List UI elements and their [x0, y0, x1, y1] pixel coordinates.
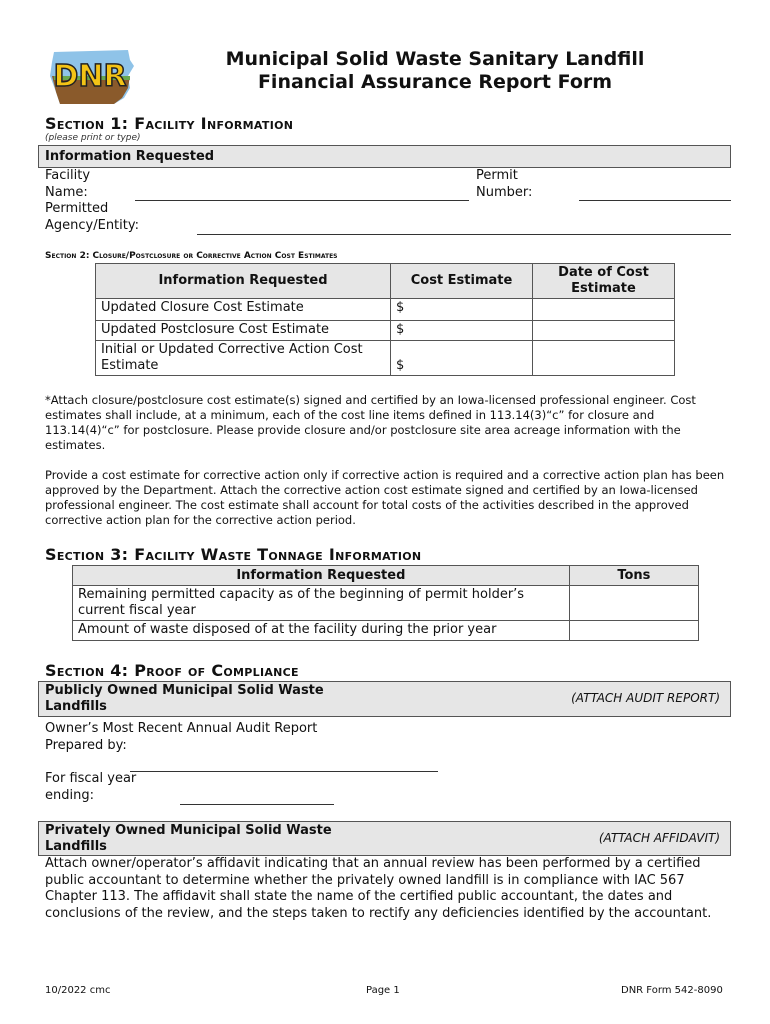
- logo-text: DNR: [53, 59, 127, 94]
- private-landfill-bar: [38, 821, 731, 856]
- col-info-header: Information Requested: [96, 264, 391, 299]
- postclosure-date-field[interactable]: [533, 321, 675, 341]
- fiscal-year-field[interactable]: [180, 804, 334, 805]
- audit-prepared-field[interactable]: [130, 771, 438, 772]
- row-closure-label: Updated Closure Cost Estimate: [96, 299, 391, 321]
- footer-form-number: DNR Form 542-8090: [621, 985, 723, 996]
- facility-name-label: Facility Name:: [45, 168, 91, 200]
- affidavit-instructions: Attach owner/operator’s affidavit indicating that an annual review has been performed by a certified public accountant to determine whether the privately owned landfill is in compliance with IAC 567 Chapter 113. The affidavit shall state the name of the certified public accountant, the dates and conclusions of the review, and the steps taken to rectify any deficiencies identified by the accountant.: [45, 856, 712, 921]
- public-landfill-bar: [38, 681, 731, 717]
- closure-attachment-note: *Attach closure/postclosure cost estimate(s) signed and certified by an Iowa-licensed professional engineer. Cost estimates shall include, at a minimum, each of the cost line items defined in 113.14(3)“c” for closure and 113.14(4)“c” for postclosure. Please provide closure and/or postclosure site area acreage information with the estimates.: [45, 393, 696, 452]
- section4-heading: Section 4: Proof of Compliance: [45, 661, 299, 680]
- permit-number-label: Permit Number:: [476, 168, 533, 200]
- section1-bar: Information Requested: [38, 145, 731, 168]
- agency-field[interactable]: [197, 234, 731, 235]
- print-note: (please print or type): [45, 133, 141, 143]
- remaining-capacity-field[interactable]: [569, 586, 698, 621]
- tonnage-table: [72, 565, 699, 641]
- closure-cost-field[interactable]: $: [391, 299, 533, 321]
- waste-disposed-field[interactable]: [569, 621, 698, 641]
- public-landfill-title: Publicly Owned Municipal Solid Waste Landfills: [45, 683, 324, 714]
- row-postclosure-label: Updated Postclosure Cost Estimate: [96, 321, 391, 341]
- agency-label: Permitted Agency/Entity:: [45, 201, 139, 233]
- private-landfill-title: Privately Owned Municipal Solid Waste Landfills: [45, 823, 332, 854]
- attach-audit-note: (ATTACH AUDIT REPORT): [571, 691, 720, 705]
- row-corrective-label: Initial or Updated Corrective Action Cost Estimate: [96, 341, 391, 376]
- corrective-date-field[interactable]: [533, 341, 675, 376]
- facility-name-field[interactable]: [135, 200, 469, 201]
- postclosure-cost-field[interactable]: $: [391, 321, 533, 341]
- dnr-logo: [44, 46, 136, 108]
- cost-estimate-table: [95, 263, 675, 376]
- fiscal-year-label: For fiscal year ending:: [45, 771, 137, 803]
- section2-heading: Section 2: Closure/Postclosure or Corrective Action Cost Estimates: [45, 251, 338, 261]
- remaining-capacity-label: Remaining permitted capacity as of the beginning of permit holder’s current fiscal year: [73, 586, 570, 621]
- col-date-header: Date of Cost Estimate: [533, 264, 675, 299]
- corrective-action-note: Provide a cost estimate for corrective action only if corrective action is required and a corrective action plan has been approved by the Department. Attach the corrective action cost estimate signed and certified by an Iowa-licensed professional engineer. The cost estimate shall account for total costs of the activities described in the approved corrective action plan for the corrective action period.: [45, 468, 725, 527]
- footer-page-number: Page 1: [366, 985, 400, 996]
- attach-affidavit-note: (ATTACH AFFIDAVIT): [598, 831, 720, 845]
- corrective-cost-field[interactable]: $: [391, 341, 533, 376]
- footer-revision: 10/2022 cmc: [45, 985, 111, 996]
- section1-heading: Section 1: Facility Information: [45, 114, 294, 133]
- section3-heading: Section 3: Facility Waste Tonnage Information: [45, 545, 422, 564]
- tons-header: Tons: [569, 566, 698, 586]
- title-line-1: Municipal Solid Waste Sanitary Landfill: [225, 48, 645, 70]
- audit-prepared-label: Owner’s Most Recent Annual Audit Report Prepared by:: [45, 721, 318, 753]
- tonnage-info-header: Information Requested: [73, 566, 570, 586]
- form-title: [150, 48, 720, 94]
- waste-disposed-label: Amount of waste disposed of at the facility during the prior year: [73, 621, 570, 641]
- col-cost-header: Cost Estimate: [391, 264, 533, 299]
- permit-number-field[interactable]: [579, 200, 731, 201]
- closure-date-field[interactable]: [533, 299, 675, 321]
- title-line-2: Financial Assurance Report Form: [257, 71, 613, 93]
